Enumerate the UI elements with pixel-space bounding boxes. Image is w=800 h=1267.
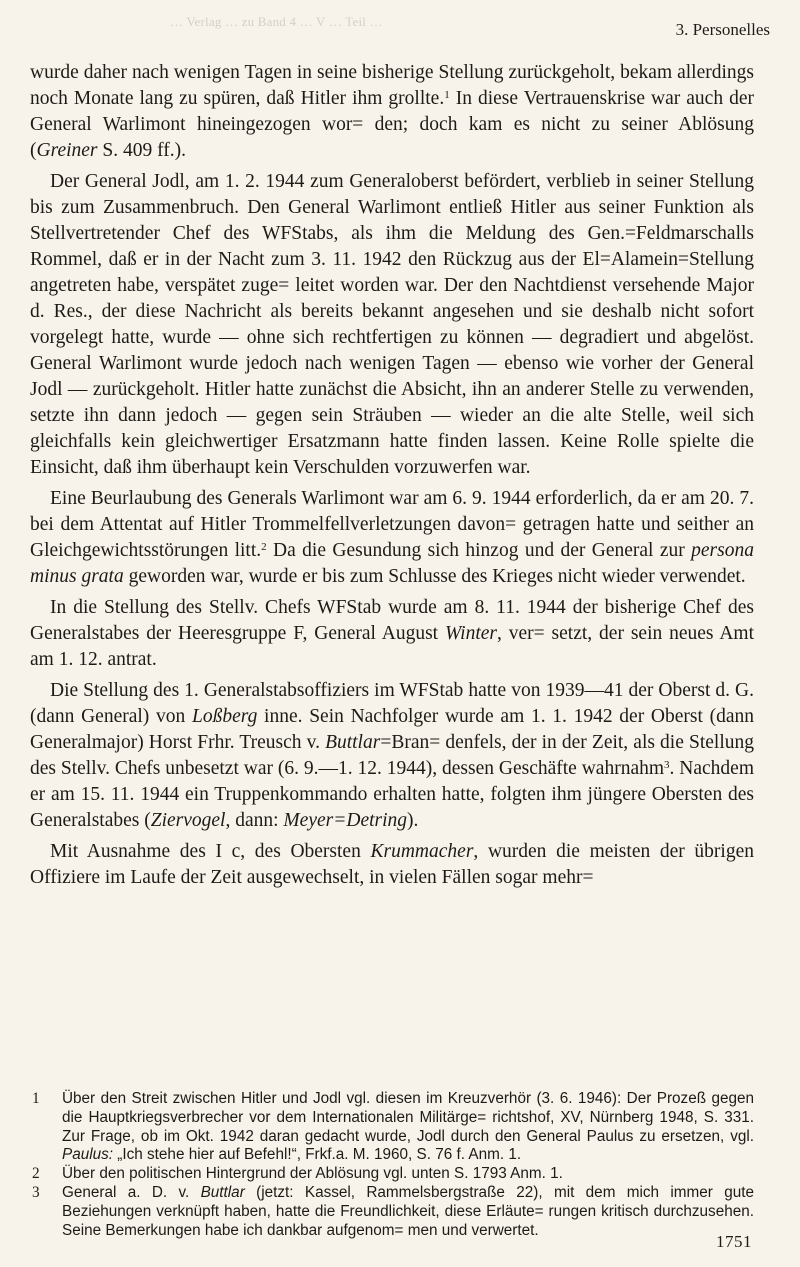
body-paragraph: Mit Ausnahme des I c, des Obersten Krummacher, wurden die meisten der übrigen Offiziere im Laufe der Zeit ausgewechselt, in vielen Fällen sogar mehr= — [30, 841, 754, 888]
footnote-ref: 2 — [261, 541, 267, 553]
italic-text: Ziervogel — [150, 810, 226, 831]
body-paragraph: wurde daher nach wenigen Tagen in seine bisherige Stellung zurückgeholt, bekam allerdings noch Monate lang zu spüren, daß Hitler ihm grollte.$^1$ In diese Vertrauenskrise war auch der General Warlimont hineingezogen wor= den; doch kam es nicht zu seiner Ablösung (Greiner S. 409 ff.). — [30, 62, 754, 161]
body-paragraph: Der General Jodl, am 1. 2. 1944 zum Generaloberst befördert, verblieb in seiner Stellung bis zum Zusammenbruch. Den General Warlimont entließ Hitler aus seiner Funktion als Stellvertretender Chef des WFStabs, als ihm die Meldung des Gen.=Feldmarschalls Rommel, daß er in der Nacht zum 3. 11. 1942 den Rückzug aus der El=Alamein=Stellung angetreten habe, verspätet zuge= leitet worden war. Der den Nachtdienst versehende Major d. Res., der diese Nachricht als bereits bekannt angesehen und sie deshalb nicht sofort vorgelegt hatte, wurde — ohne sich rechtfertigen zu können — degradiert und abgelöst. General Warlimont wurde jedoch nach wenigen Tagen — ebenso wie vorher der General Jodl — zurückgeholt. Hitler hatte zunächst die Absicht, ihn an anderer Stelle zu verwenden, setzte ihn dann jedoch — gegen sein Sträuben — wieder an die alte Stelle, weil sich gleichfalls kein gleichwertiger Ersatzmann hatte finden lassen. Keine Rolle spielte die Einsicht, daß ihm überhaupt kein Verschulden vorzuwerfen war. — [30, 171, 754, 478]
page-number: 1751 — [716, 1232, 752, 1251]
running-header: 3. Personelles — [675, 20, 770, 39]
footnote-ref: 1 — [444, 89, 450, 101]
footnote-text: General a. D. v. Buttlar (jetzt: Kassel, Rammelsbergstraße 22), mit dem mich immer gute Beziehungen verknüpft haben, hatte die Freundlichkeit, diese Erläute= rungen kritisch durchzusehen. Seine Bemerkungen habe ich dankbar aufgenom= men und verwertet. — [62, 1183, 754, 1239]
footnote-text: Über den Streit zwischen Hitler und Jodl vgl. diesen im Kreuzverhör (3. 6. 1946): Der Prozeß gegen die Hauptkriegsverbrecher vor dem Internationalen Militärge= richtshof, XV, Nürnberg 1948, S. 331. Zur Frage, ob im Okt. 1942 daran gedacht wurde, Jodl durch den General Paulus zu ersetzen, vgl. Paulus: „Ich stehe hier auf Befehl!“, Frkf.a. M. 1960, S. 76 f. Anm. 1. — [62, 1090, 754, 1164]
italic-text: Paulus: — [62, 1146, 114, 1164]
body-paragraph: Eine Beurlaubung des Generals Warlimont war am 6. 9. 1944 erforderlich, da er am 20. 7. bei dem Attentat auf Hitler Trommelfellverletzungen davon= getragen hatte und seither an Gleichgewichtsstörungen litt.$^2$ Da die Gesundung sich hinzog und der General zur persona minus grata geworden war, wurde er bis zum Schlusse des Krieges nicht wieder verwendet. — [30, 488, 754, 587]
italic-text: persona minus grata — [30, 540, 754, 587]
footnote — [30, 1184, 754, 1240]
body-paragraph: In die Stellung des Stellv. Chefs WFStab wurde am 8. 11. 1944 der bisherige Chef des Generalstabes der Heeresgruppe F, General August Winter, ver= setzt, der sein neues Amt am 1. 12. antrat. — [30, 597, 755, 670]
italic-text: Meyer=Detring — [283, 810, 408, 831]
footnote-ref: 3 — [664, 759, 670, 771]
main-text — [30, 60, 754, 896]
footnote-number: 1 — [32, 1090, 40, 1107]
footnote-number: 2 — [32, 1165, 40, 1183]
italic-text: Buttlar — [325, 732, 381, 753]
footnote — [30, 1165, 754, 1184]
footnote — [30, 1090, 754, 1165]
italic-text: Winter — [445, 623, 497, 644]
footnotes — [30, 1090, 754, 1240]
italic-text: Loßberg — [191, 706, 258, 727]
footnote-text: Über den politischen Hintergrund der Ablösung vgl. unten S. 1793 Anm. 1. — [62, 1165, 563, 1183]
italic-text: Buttlar — [200, 1183, 245, 1201]
footnote-number: 3 — [32, 1183, 40, 1201]
bleed-through-text: … Verlag … zu Band 4 … V … Teil … — [170, 14, 383, 29]
italic-text: Krummacher — [370, 841, 474, 862]
italic-text: Greiner — [36, 140, 98, 161]
body-paragraph: Die Stellung des 1. Generalstabsoffiziers im WFStab hatte von 1939—41 der Oberst d. G. (dann General) von Loßberg inne. Sein Nachfolger wurde am 1. 1. 1942 der Oberst (dann Generalmajor) Horst Frhr. Treusch v. Buttlar=Bran= denfels, der in der Zeit, als die Stellung des Stellv. Chefs unbesetzt war (6. 9.—1. 12. 1944), dessen Geschäfte wahrnahm$^3$. Nachdem er am 15. 11. 1944 ein Truppenkommando erhalten hatte, folgten ihm jüngere Obersten des Generalstabes (Ziervogel, dann: Meyer=Detring). — [30, 680, 755, 831]
